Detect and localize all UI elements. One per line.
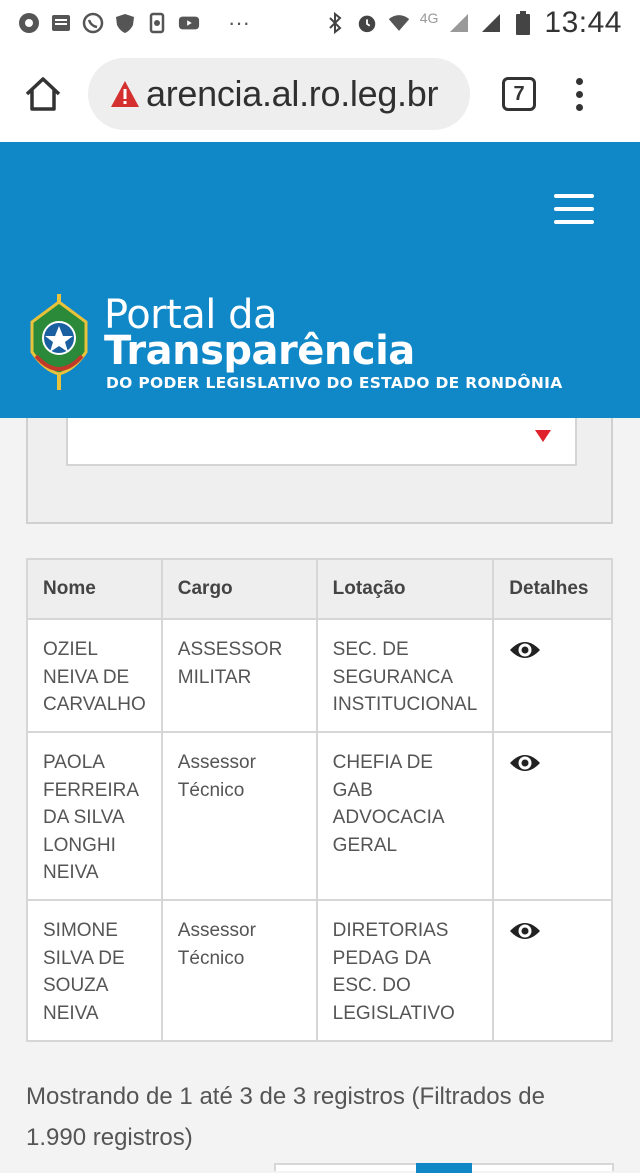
news-icon bbox=[50, 12, 72, 34]
cell-nome: SIMONE SILVA DE SOUZA NEIVA bbox=[27, 900, 162, 1041]
eye-icon[interactable] bbox=[509, 919, 541, 943]
table-row bbox=[27, 900, 612, 1041]
portal-title-line1: Portal da bbox=[104, 292, 278, 338]
phone-sync-icon bbox=[146, 12, 168, 34]
network-type: 4G bbox=[419, 10, 439, 26]
cell-cargo: Assessor Técnico bbox=[162, 732, 317, 900]
signal-icon-1 bbox=[448, 12, 470, 34]
table-info-text: Mostrando de 1 até 3 de 3 registros (Filtrados de 1.990 registros) bbox=[26, 1083, 545, 1151]
cell-lotacao: CHEFIA DE GAB ADVOCACIA GERAL bbox=[317, 732, 494, 900]
results-table bbox=[26, 558, 613, 1042]
cell-lotacao: SEC. DE SEGURANCA INSTITUCIONAL bbox=[317, 619, 494, 732]
table-row bbox=[27, 619, 612, 732]
hamburger-menu-button[interactable] bbox=[554, 194, 594, 224]
portal-subtitle: DO PODER LEGISLATIVO DO ESTADO DE RONDÔNIA bbox=[106, 374, 563, 392]
pagination bbox=[274, 1163, 614, 1171]
filter-select[interactable] bbox=[66, 418, 577, 466]
cell-cargo: Assessor Técnico bbox=[162, 900, 317, 1041]
cell-cargo: ASSESSOR MILITAR bbox=[162, 619, 317, 732]
bluetooth-icon bbox=[324, 12, 346, 34]
column-header-cargo[interactable]: Cargo bbox=[162, 559, 317, 619]
clock: 13:44 bbox=[544, 6, 622, 39]
eye-icon[interactable] bbox=[509, 638, 541, 662]
column-header-lotacao[interactable]: Lotação bbox=[317, 559, 494, 619]
cell-detalhes bbox=[493, 900, 612, 1041]
column-header-nome[interactable]: Nome bbox=[27, 559, 162, 619]
browser-menu-button[interactable] bbox=[574, 78, 584, 111]
cell-lotacao: DIRETORIAS PEDAG DA ESC. DO LEGISLATIVO bbox=[317, 900, 494, 1041]
eye-icon[interactable] bbox=[509, 751, 541, 775]
alarm-icon bbox=[356, 12, 378, 34]
cell-detalhes bbox=[493, 732, 612, 900]
home-button[interactable] bbox=[20, 71, 66, 117]
browser-toolbar bbox=[0, 46, 640, 142]
filter-panel bbox=[26, 418, 613, 524]
warning-icon[interactable] bbox=[110, 80, 140, 108]
column-header-detalhes[interactable]: Detalhes bbox=[493, 559, 612, 619]
state-coat-of-arms-logo bbox=[26, 292, 92, 392]
wifi-icon bbox=[388, 12, 410, 34]
cell-nome: PAOLA FERREIRA DA SILVA LONGHI NEIVA bbox=[27, 732, 162, 900]
portal-title-line2: Transparência bbox=[104, 328, 415, 374]
tab-switcher-button[interactable]: 7 bbox=[502, 77, 536, 111]
signal-icon-2 bbox=[480, 12, 502, 34]
youtube-icon bbox=[178, 12, 200, 34]
battery-icon bbox=[512, 12, 534, 34]
more-notifications: ··· bbox=[228, 10, 250, 35]
cell-nome: OZIEL NEIVA DE CARVALHO bbox=[27, 619, 162, 732]
caret-down-icon bbox=[535, 430, 551, 442]
table-header-row bbox=[27, 559, 612, 619]
pagination-current-page[interactable] bbox=[416, 1163, 472, 1173]
chrome-icon bbox=[18, 12, 40, 34]
table-row bbox=[27, 732, 612, 900]
address-bar[interactable] bbox=[88, 58, 470, 130]
cell-detalhes bbox=[493, 619, 612, 732]
home-icon bbox=[24, 76, 62, 112]
whatsapp-icon bbox=[82, 12, 104, 34]
url-text[interactable]: arencia.al.ro.leg.br bbox=[146, 73, 439, 114]
status-bar bbox=[0, 0, 640, 46]
site-header bbox=[0, 142, 640, 418]
wifi-shield-icon bbox=[114, 12, 136, 34]
